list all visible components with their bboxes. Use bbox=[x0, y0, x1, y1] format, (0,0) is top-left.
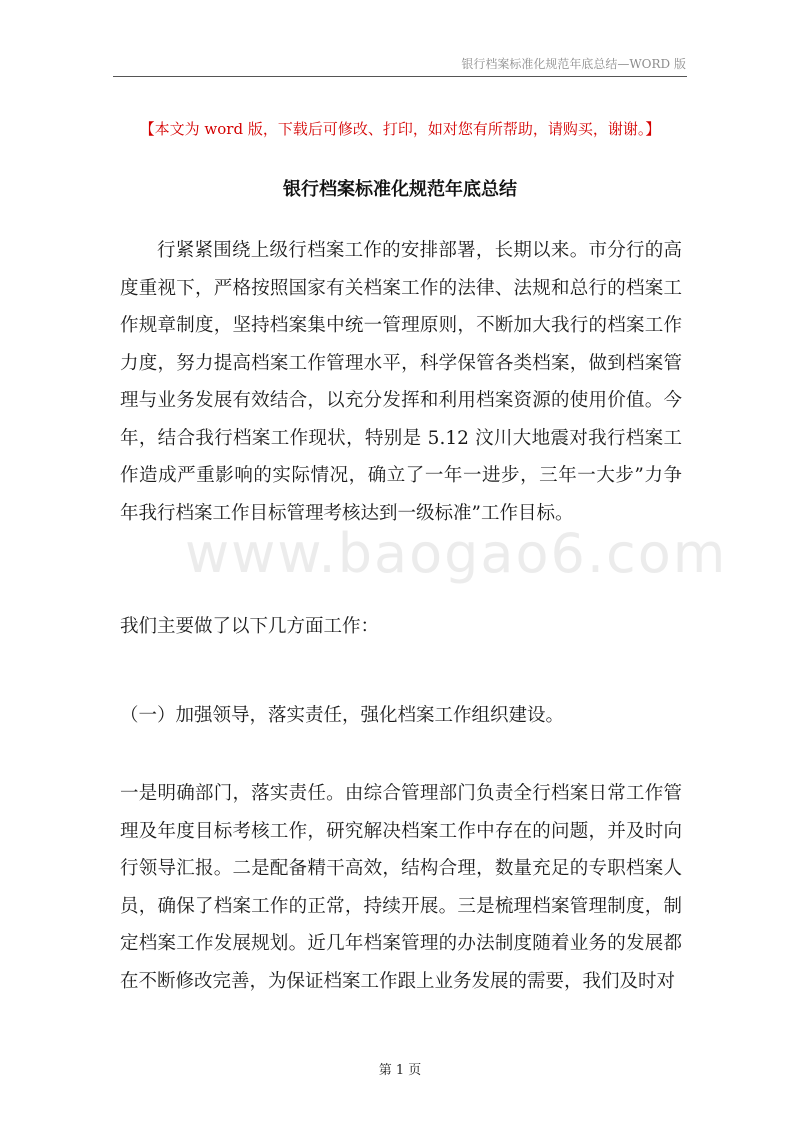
section-heading-one: （一）加强领导，落实责任，强化档案工作组织建设。 bbox=[120, 705, 565, 726]
header-divider bbox=[113, 76, 687, 77]
watermark: www.baogao6.com bbox=[185, 522, 728, 585]
paragraph-section-one-body: 一是明确部门，落实责任。由综合管理部门负责全行档案日常工作管理及年度目标考核工作，研究解决档案工作中存在的问题，并及时向行领导汇报。二是配备精干高效，结构合理，数量充足的专职档案人员，确保了档案工作的正常，持续开展。三是梳理档案管理制度，制定档案工作发展规划。近几年档案管理的办法制度随着业务的发展都在不断修改完善，为保证档案工作跟上业务发展的需要，我们及时对 bbox=[120, 783, 682, 992]
page-number: 第 1 页 bbox=[378, 1063, 422, 1078]
running-header: 银行档案标准化规范年底总结—WORD 版 bbox=[461, 57, 686, 71]
document-title: 银行档案标准化规范年底总结 bbox=[283, 179, 517, 200]
paragraph-intro: 行紧紧围绕上级行档案工作的安排部署，长期以来。市分行的高度重视下，严格按照国家有关档案工作的法律、法规和总行的档案工作规章制度，坚持档案集中统一管理原则，不断加大我行的档案工作力度，努力提高档案工作管理水平，科学保管各类档案，做到档案管理与业务发展有效结合，以充分发挥和利用档案资源的使用价值。今年，结合我行档案工作现状，特别是 5.12 汶川大地震对我行档案工作造成严重影响的实际情况，确立了一年一进步，三年一大步”力争年我行档案工作目标管理考核达到一级标准”工作目标。 bbox=[120, 240, 682, 524]
purchase-notice: 【本文为 word 版，下载后可修改、打印，如对您有所帮助，请购买，谢谢。】 bbox=[139, 120, 661, 138]
paragraph-work-summary: 我们主要做了以下几方面工作： bbox=[120, 616, 380, 637]
